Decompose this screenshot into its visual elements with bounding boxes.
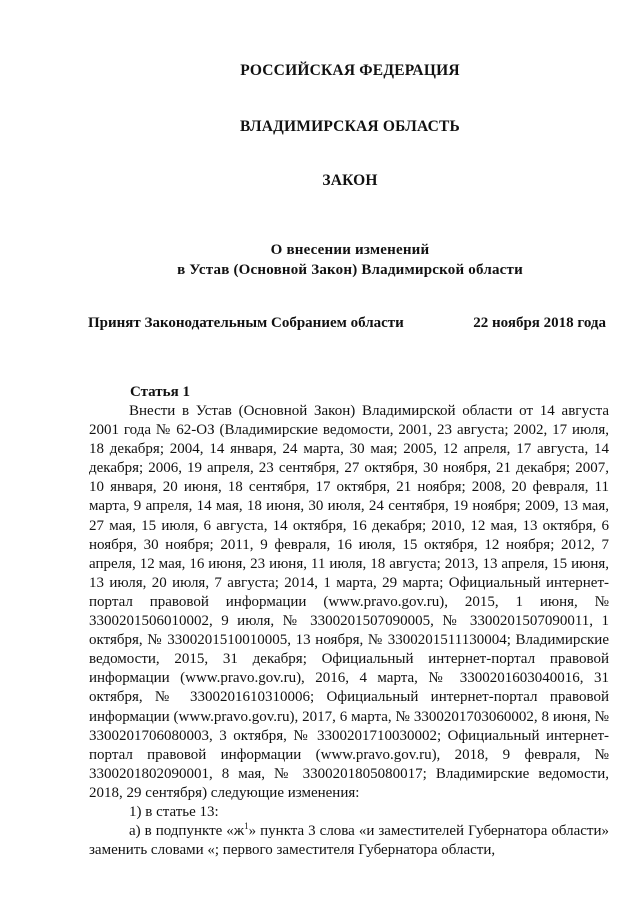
item-1a-text-start: а) в подпункте «ж bbox=[129, 823, 245, 840]
item-1a-superscript: 1 bbox=[244, 821, 249, 832]
region-heading: ВЛАДИМИРСКАЯ ОБЛАСТЬ bbox=[240, 118, 460, 135]
article-item-1: 1) в статье 13: bbox=[129, 803, 219, 820]
adoption-date: 22 ноября 2018 года bbox=[473, 315, 606, 331]
subject-heading-line1: О внесении изменений bbox=[270, 242, 430, 258]
article-item-1a bbox=[89, 822, 609, 860]
country-heading: РОССИЙСКАЯ ФЕДЕРАЦИЯ bbox=[240, 62, 460, 79]
adopted-by: Принят Законодательным Собранием области bbox=[88, 315, 404, 331]
document-type-heading: ЗАКОН bbox=[322, 172, 378, 189]
article-title: Статья 1 bbox=[130, 384, 190, 400]
article-intro-paragraph: Внести в Устав (Основной Закон) Владимирской области от 14 августа 2001 года № 62-ОЗ (Владимирские ведомости, 2001, 23 августа; 2002, 17 июля, 18 декабря; 2004, 14 января, 24 марта, 30 мая; 2005, 12 апреля, 17 августа, 14 декабря; 2006, 19 апреля, 23 сентября, 27 октября, 30 ноября, 21 декабря; 2007, 10 января, 20 июня, 18 сентября, 17 октября, 21 ноября; 2008, 20 февраля, 11 марта, 9 апреля, 14 мая, 18 июня, 30 июля, 24 сентября, 19 ноября; 2009, 13 мая, 27 мая, 15 июля, 6 августа, 14 октября, 16 декабря; 2010, 12 мая, 13 октября, 6 ноября, 30 ноября; 2011, 9 февраля, 16 июля, 15 октября, 12 ноября; 2012, 7 апреля, 12 мая, 16 июня, 23 июня, 11 июля, 18 августа; 2013, 13 апреля, 15 июня, 13 июля, 20 июля, 7 августа; 2014, 1 марта, 29 марта; Официальный интернет-портал правовой информации (www.pravo.gov.ru), 2015, 1 июня, № 3300201506010002, 9 июля, № 3300201507090005, № 3300201507090011, 1 октября, № 3300201510010005, 13 ноября, № 3300201511130004; Владимирские ведомости, 2015, 31 декабря; Официальный интернет-портал правовой информации (www.pravo.gov.ru), 2016, 4 марта, № 3300201603040016, 31 октября, № 3300201610310006; Официальный интернет-портал правовой информации (www.pravo.gov.ru), 2017, 6 марта, № 3300201703060002, 8 июня, № 3300201706080003, 3 октября, № 3300201710030002; Официальный интернет-портал правовой информации (www.pravo.gov.ru), 2018, 9 февраля, № 3300201802090001, 8 мая, № 3300201805080017; Владимирские ведомости, 2018, 29 сентября) следующие изменения: bbox=[89, 403, 609, 801]
item-1a-text-end: » пункта 3 слова «и заместителей Губернатора области» заменить словами «; первого заместителя Губернатора области, bbox=[89, 823, 610, 859]
article-body bbox=[89, 402, 609, 860]
subject-heading-line2: в Устав (Основной Закон) Владимирской области bbox=[177, 262, 523, 278]
